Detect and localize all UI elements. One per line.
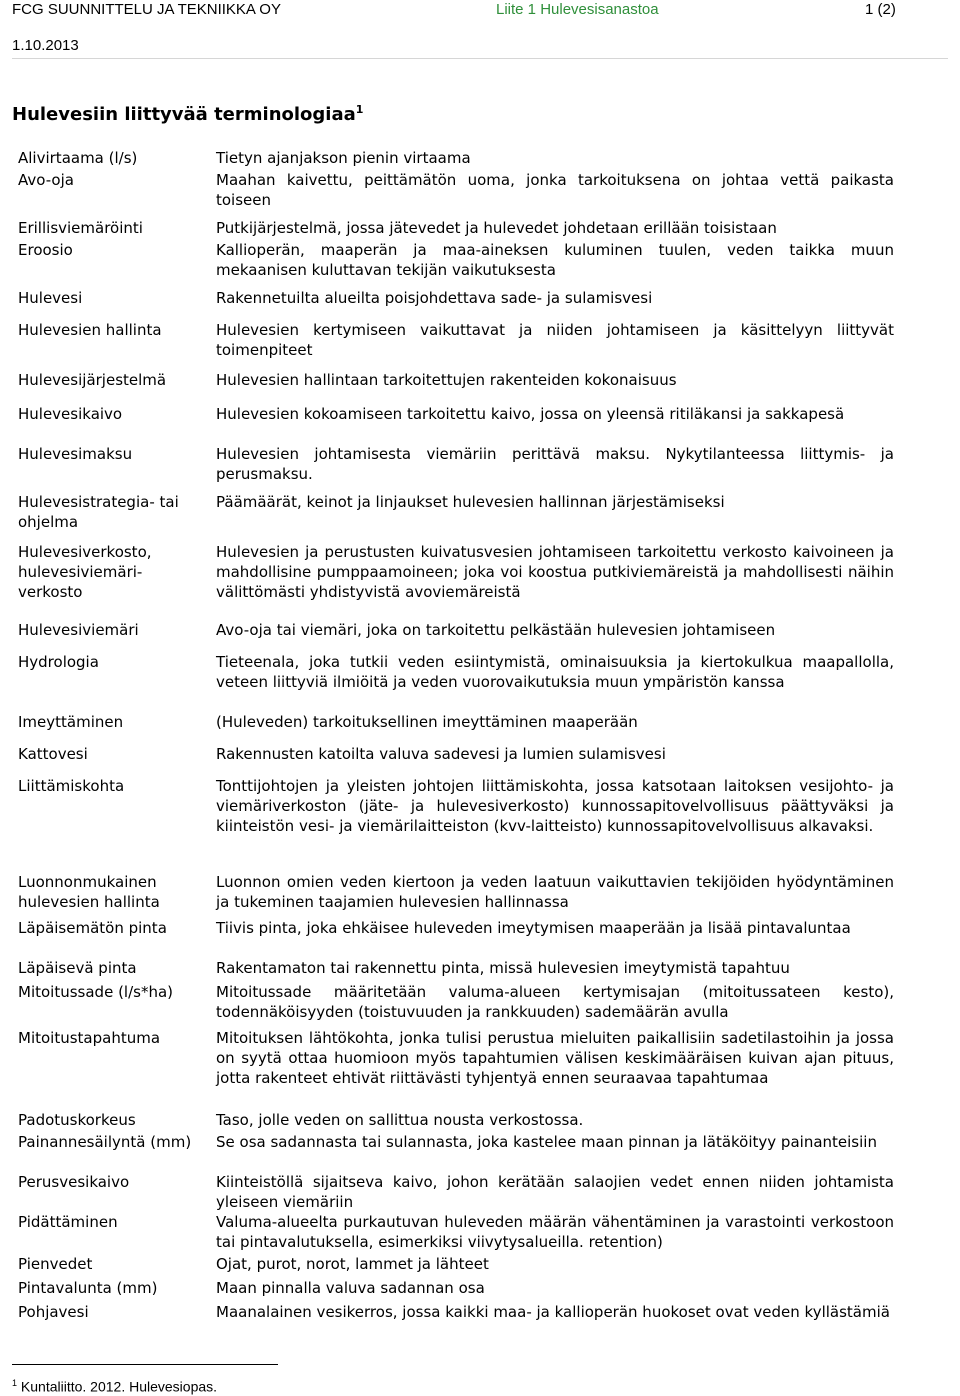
glossary-definition: Mitoitussade määritetään valuma-alueen kertymisajan (mitoitussateen kesto), todennäköisyyden (toistuvuuden ja rankkuuden) sademäärän avulla (216, 983, 894, 1021)
glossary-definition: Se osa sadannasta tai sulannasta, joka kastelee maan pinnan ja lätäköityy painanteisiin (216, 1133, 877, 1151)
glossary-definition: Hulevesien kertymiseen vaikuttavat ja niiden johtamiseen ja käsittelyyn liittyvät toimenpiteet (216, 321, 894, 359)
header-rule (12, 58, 948, 59)
glossary-definition: Hulevesien hallintaan tarkoitettujen rakenteiden kokonaisuus (216, 371, 677, 389)
glossary-term: Pidättäminen (18, 1213, 118, 1231)
glossary-definition: Hulevesien kokoamiseen tarkoitettu kaivo, jossa on yleensä ritiläkansi ja sakkapesä (216, 405, 845, 423)
glossary-term: Hulevesiviemäri (18, 621, 139, 639)
glossary-term: Läpäisemätön pinta (18, 919, 167, 937)
glossary-term: Läpäisevä pinta (18, 959, 137, 977)
glossary-term: Mitoitussade (l/s*ha) (18, 983, 174, 1001)
glossary-term: Pohjavesi (18, 1303, 89, 1321)
company-name: FCG SUUNNITTELU JA TEKNIIKKA OY (12, 1, 281, 18)
glossary-definition: Maan pinnalla valuva sadannan osa (216, 1279, 485, 1297)
section-title (12, 103, 363, 125)
glossary-definition: Tietyn ajanjakson pienin virtaama (216, 149, 471, 167)
glossary-term: Imeyttäminen (18, 713, 124, 731)
glossary-definition: Avo-oja tai viemäri, joka on tarkoitettu pelkästään hulevesien johtamiseen (216, 621, 776, 639)
glossary-definition: Valuma-alueelta purkautuvan huleveden määrän vähentäminen ja varastointi verkostoon tai pintavalutuksella, esimerkiksi viivytysalueilla. retention) (216, 1213, 894, 1251)
glossary-term: Perusvesikaivo (18, 1173, 130, 1191)
footnote-text: Kuntaliitto. 2012. Hulevesiopas. (20, 1378, 218, 1395)
glossary-definition: Rakennetuilta alueilta poisjohdettava sade- ja sulamisvesi (216, 289, 653, 307)
glossary-definition: Maanalainen vesikerros, jossa kaikki maa- ja kallioperän huokoset ovat veden kyllästämiä (216, 1303, 890, 1321)
glossary-term: Hulevesi (18, 289, 83, 307)
glossary-term: Painannesäilyntä (mm) (18, 1133, 192, 1151)
glossary-term: Hulevesimaksu (18, 445, 133, 463)
section-title-text: Hulevesiin liittyvää terminologiaa (12, 104, 356, 125)
footnote-reference: 1 (355, 103, 364, 116)
footnote-rule (12, 1364, 278, 1365)
glossary-term: Kattovesi (18, 745, 88, 763)
glossary-definition: Tonttijohtojen ja yleisten johtojen liittämiskohta, jossa katsotaan laitoksen vesijohto- ja viemäriverkoston (jäte- ja hulevesiverkosto) kunnossapitovelvollisuus päättyväksi ja kiinteistön vesi- ja viemärilaitteiston (kvv-laitteisto) kunnossapitovelvollisuus alkavaksi. (216, 777, 894, 835)
glossary-term: Pienvedet (18, 1255, 93, 1273)
glossary-term: Hulevesistrategia- tai ohjelma (18, 493, 179, 531)
glossary-definition: Tiivis pinta, joka ehkäisee huleveden imeytymisen maaperään ja lisää pintavaluntaa (216, 919, 851, 937)
glossary-definition: Kiinteistöllä sijaitseva kaivo, johon kerätään salaojien vedet ennen niiden johtamista yleiseen viemäriin (216, 1173, 894, 1211)
footnote (12, 1378, 217, 1395)
glossary-definition: Kallioperän, maaperän ja maa-aineksen kuluminen tuulen, veden taikka muun mekaanisen kuluttavan tekijän vaikutuksesta (216, 241, 894, 279)
page-header (0, 0, 960, 54)
document-date: 1.10.2013 (12, 37, 79, 54)
glossary-definition: Luonnon omien veden kiertoon ja veden laatuun vaikuttavien tekijöiden hyödyntäminen ja tukeminen taajamien hulevesien hallinnassa (216, 873, 894, 911)
glossary-definition: Tieteenala, joka tutkii veden esiintymistä, ominaisuuksia ja kiertokulkua maapallolla, veteen liittyviä ilmiöitä ja veden vuorovaikutuksia muun ympäristön kanssa (216, 653, 894, 691)
glossary-term: Liittämiskohta (18, 777, 125, 795)
glossary-definition: Mitoituksen lähtökohta, jonka tulisi perustua mieluiten paikallisiin sadetilastoihin ja jossa on syytä ottaa huomioon myös tapahtumien välisen keskimääräisen kuivan ajan pituus, jotta rakenteet ehtivät riittävästi tyhjentyä ennen seuraavaa tapahtumaa (216, 1029, 894, 1087)
glossary-term: Erillisviemäröinti (18, 219, 143, 237)
glossary-term: Alivirtaama (l/s) (18, 149, 138, 167)
glossary-term: Hulevesikaivo (18, 405, 123, 423)
glossary-term: Luonnonmukainen hulevesien hallinta (18, 873, 160, 911)
glossary-term: Hulevesijärjestelmä (18, 371, 167, 389)
glossary-term: Hulevesiverkosto, hulevesiviemäri-verkosto (18, 543, 152, 601)
glossary-definition: Hulevesien ja perustusten kuivatusvesien johtamiseen tarkoitettu verkosto kaivoineen ja mahdollisine pumppaamoineen; joka voi koostua putkiviemäreistä ja mahdollisesti näihin välittömästi yhdistyvistä avoviemäreistä (216, 543, 894, 601)
glossary-term: Mitoitustapahtuma (18, 1029, 161, 1047)
glossary-term: Avo-oja (18, 171, 74, 189)
glossary-term: Hulevesien hallinta (18, 321, 162, 339)
page-number: 1 (2) (865, 1, 896, 18)
glossary-definition: Ojat, purot, norot, lammet ja lähteet (216, 1255, 489, 1273)
glossary-definition: Hulevesien johtamisesta viemäriin perittävä maksu. Nykytilanteessa liittymis- ja perusmaksu. (216, 445, 894, 483)
glossary-definition: (Huleveden) tarkoituksellinen imeyttäminen maaperään (216, 713, 638, 731)
glossary-term: Hydrologia (18, 653, 99, 671)
glossary-definition: Päämäärät, keinot ja linjaukset hulevesien hallinnan järjestämiseksi (216, 493, 725, 511)
glossary-term: Padotuskorkeus (18, 1111, 136, 1129)
glossary-term: Pintavalunta (mm) (18, 1279, 158, 1297)
glossary-definition: Taso, jolle veden on sallittua nousta verkostossa. (216, 1111, 584, 1129)
glossary-definition: Maahan kaivettu, peittämätön uoma, jonka tarkoituksena on johtaa vettä paikasta toiseen (216, 171, 894, 209)
glossary-definition: Rakennusten katoilta valuva sadevesi ja lumien sulamisvesi (216, 745, 666, 763)
document-title: Liite 1 Hulevesisanastoa (496, 1, 659, 18)
glossary-definition: Putkijärjestelmä, jossa jätevedet ja hulevedet johdetaan erillään toisistaan (216, 219, 777, 237)
glossary-definition: Rakentamaton tai rakennettu pinta, missä hulevesien imeytymistä tapahtuu (216, 959, 790, 977)
footnote-mark: 1 (12, 1378, 18, 1388)
glossary-term: Eroosio (18, 241, 73, 259)
